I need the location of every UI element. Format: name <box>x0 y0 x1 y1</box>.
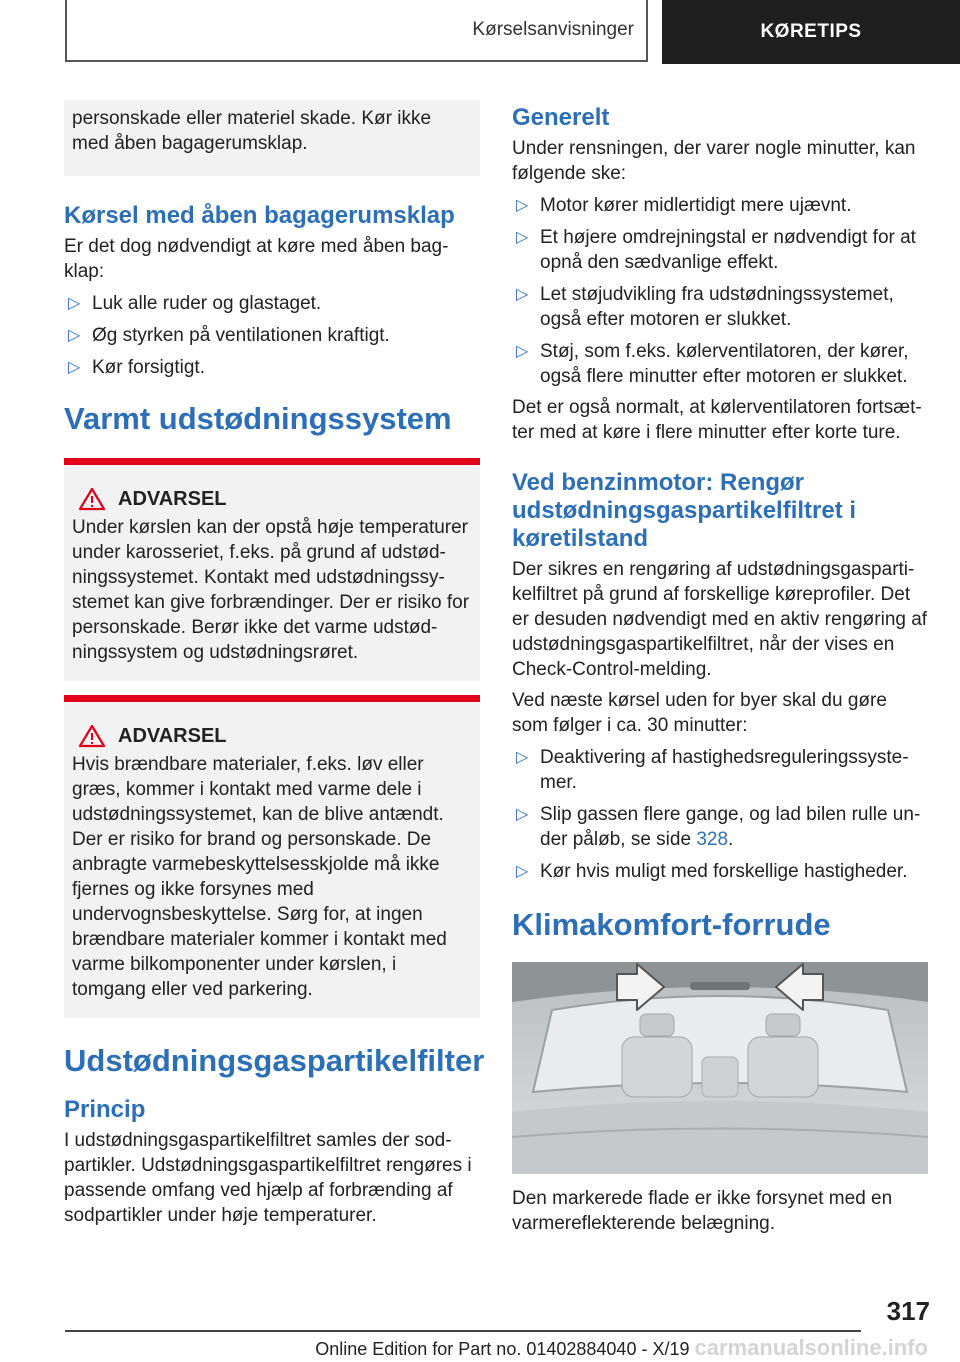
open-tailgate-text: Er det dog nødvendigt at køre med åben bagklap: <box>64 236 449 282</box>
triangle-bullet-icon: ▷ <box>68 295 81 312</box>
general-list <box>512 193 928 389</box>
triangle-bullet-icon: ▷ <box>516 343 529 360</box>
list-item: ▷ Deaktivering af hastighedsreguleringssystemer. <box>516 747 909 793</box>
triangle-bullet-icon: ▷ <box>516 229 529 246</box>
hot-exhaust-heading: Varmt udstødningssystem <box>64 401 452 436</box>
petrol-text-2: Ved næste kørsel uden for byer skal du gøre som følger i ca. 30 minutter: <box>512 690 887 736</box>
triangle-bullet-icon: ▷ <box>68 359 81 376</box>
warning-box-2 <box>64 695 480 1018</box>
petrol-list <box>512 745 928 884</box>
warning-text: Hvis brændbare materialer, f.eks. løv eller græs, kommer i kontakt med varme dele i udstødningssystemet, kan de blive antændt. Der er risiko for brand og personskade. De anbragte varmebeskyttelsesskjolde må ikke fjernes og ikke forsynes med undervognsbeskyttelse. Sørg for, at ingen brændbare materialer kommer i kontakt med varme bilkomponenter under kørslen, i tomgang eller ved parkering. <box>72 754 447 1000</box>
warning-triangle-icon <box>72 487 112 511</box>
filter-heading: Udstødningsgaspartikelfilter <box>64 1043 485 1078</box>
list-item: ▷ Støj, som f.eks. kølerventilatoren, der kører, også flere minutter efter motoren er slukket. <box>516 341 909 387</box>
triangle-bullet-icon: ▷ <box>516 286 529 303</box>
list-item: ▷ Kør forsigtigt. <box>68 357 205 378</box>
edition-text: Online Edition for Part no. 01402884040 - X/19 <box>315 1339 690 1359</box>
petrol-heading: Ved benzinmotor: Rengør udstødningsgaspartikelfiltret i køretilstand <box>512 469 857 552</box>
principle-text: I udstødningsgaspartikelfiltret samles der sodpartikler. Udstødningsgaspartikelfiltret rengøres i passende omfang ved hjælp af forbrænding af sodpartikler under høje temperaturer. <box>64 1130 472 1226</box>
principle-heading: Princip <box>64 1096 146 1123</box>
footer-edition <box>300 1335 928 1361</box>
list-item: ▷ Motor kører midlertidigt mere ujævnt. <box>516 195 852 216</box>
general-text: Under rensningen, der varer nogle minutter, kan følgende ske: <box>512 138 916 184</box>
warning-box-1 <box>64 458 480 681</box>
general-heading: Generelt <box>512 104 610 131</box>
list-item: ▷ Slip gassen flere gange, og lad bilen rulle under påløb, se side 328. <box>516 804 921 850</box>
list-item: ▷ Et højere omdrejningstal er nødvendigt for at opnå den sædvanlige effekt. <box>516 227 916 273</box>
list-item: ▷ Luk alle ruder og glastaget. <box>68 293 322 314</box>
page-number: 317 <box>886 1296 930 1326</box>
windshield-illustration <box>512 962 928 1174</box>
page-reference-link[interactable]: 328 <box>696 829 729 850</box>
triangle-bullet-icon: ▷ <box>516 806 529 823</box>
intro-box <box>64 100 480 176</box>
triangle-bullet-icon: ▷ <box>516 749 529 766</box>
warning-text: Under kørslen kan der opstå høje temperaturer under karosseriet, f.eks. på grund af udstødningssystemet. Kontakt med udstødningssystemet kan give forbrændinger. Der er risiko for personskade. Berør ikke det varme udstødningssystem og udstødningsrøret. <box>72 517 470 663</box>
list-item: ▷ Øg styrken på ventilationen kraftigt. <box>68 325 390 346</box>
list-item: ▷ Let støjudvikling fra udstødningssystemet, også efter motoren er slukket. <box>516 284 894 330</box>
warning-triangle-icon <box>72 724 112 748</box>
triangle-bullet-icon: ▷ <box>68 327 81 344</box>
warning-label: ADVARSEL <box>118 724 227 747</box>
windshield-heading: Klimakomfort-forrude <box>512 907 831 942</box>
footer-divider <box>65 1330 861 1332</box>
header-chapter-tab[interactable]: KØRETIPS <box>662 0 960 64</box>
right-column <box>512 100 928 1236</box>
open-tailgate-heading: Kørsel med åben bagagerumsklap <box>64 202 455 229</box>
list-item: ▷ Kør hvis muligt med forskellige hastigheder. <box>516 861 908 882</box>
header-section-title: Kørselsanvisninger <box>65 0 648 62</box>
triangle-bullet-icon: ▷ <box>516 863 529 880</box>
watermark-text: carmanualsonline.info <box>694 1335 928 1360</box>
car-interior-image <box>512 962 928 1174</box>
triangle-bullet-icon: ▷ <box>516 197 529 214</box>
intro-text: personskade eller materiel skade. Kør ikke med åben bagagerumsklap. <box>72 108 432 154</box>
petrol-text-1: Der sikres en rengøring af udstødningsgaspartikelfiltret på grund af forskellige køreprofiler. Det er desuden nødvendigt med en aktiv rengøring af udstødningsgaspartikelfiltret, når der vises en Check-Control-melding. <box>512 559 928 680</box>
general-after-text: Det er også normalt, at kølerventilatoren fortsætter med at køre i flere minutter efter korte ture. <box>512 397 922 443</box>
warning-label: ADVARSEL <box>118 487 227 510</box>
left-column <box>64 100 485 1228</box>
figure-caption: Den markerede flade er ikke forsynet med en varmereflekterende belægning. <box>512 1188 893 1234</box>
open-tailgate-list <box>64 291 480 380</box>
